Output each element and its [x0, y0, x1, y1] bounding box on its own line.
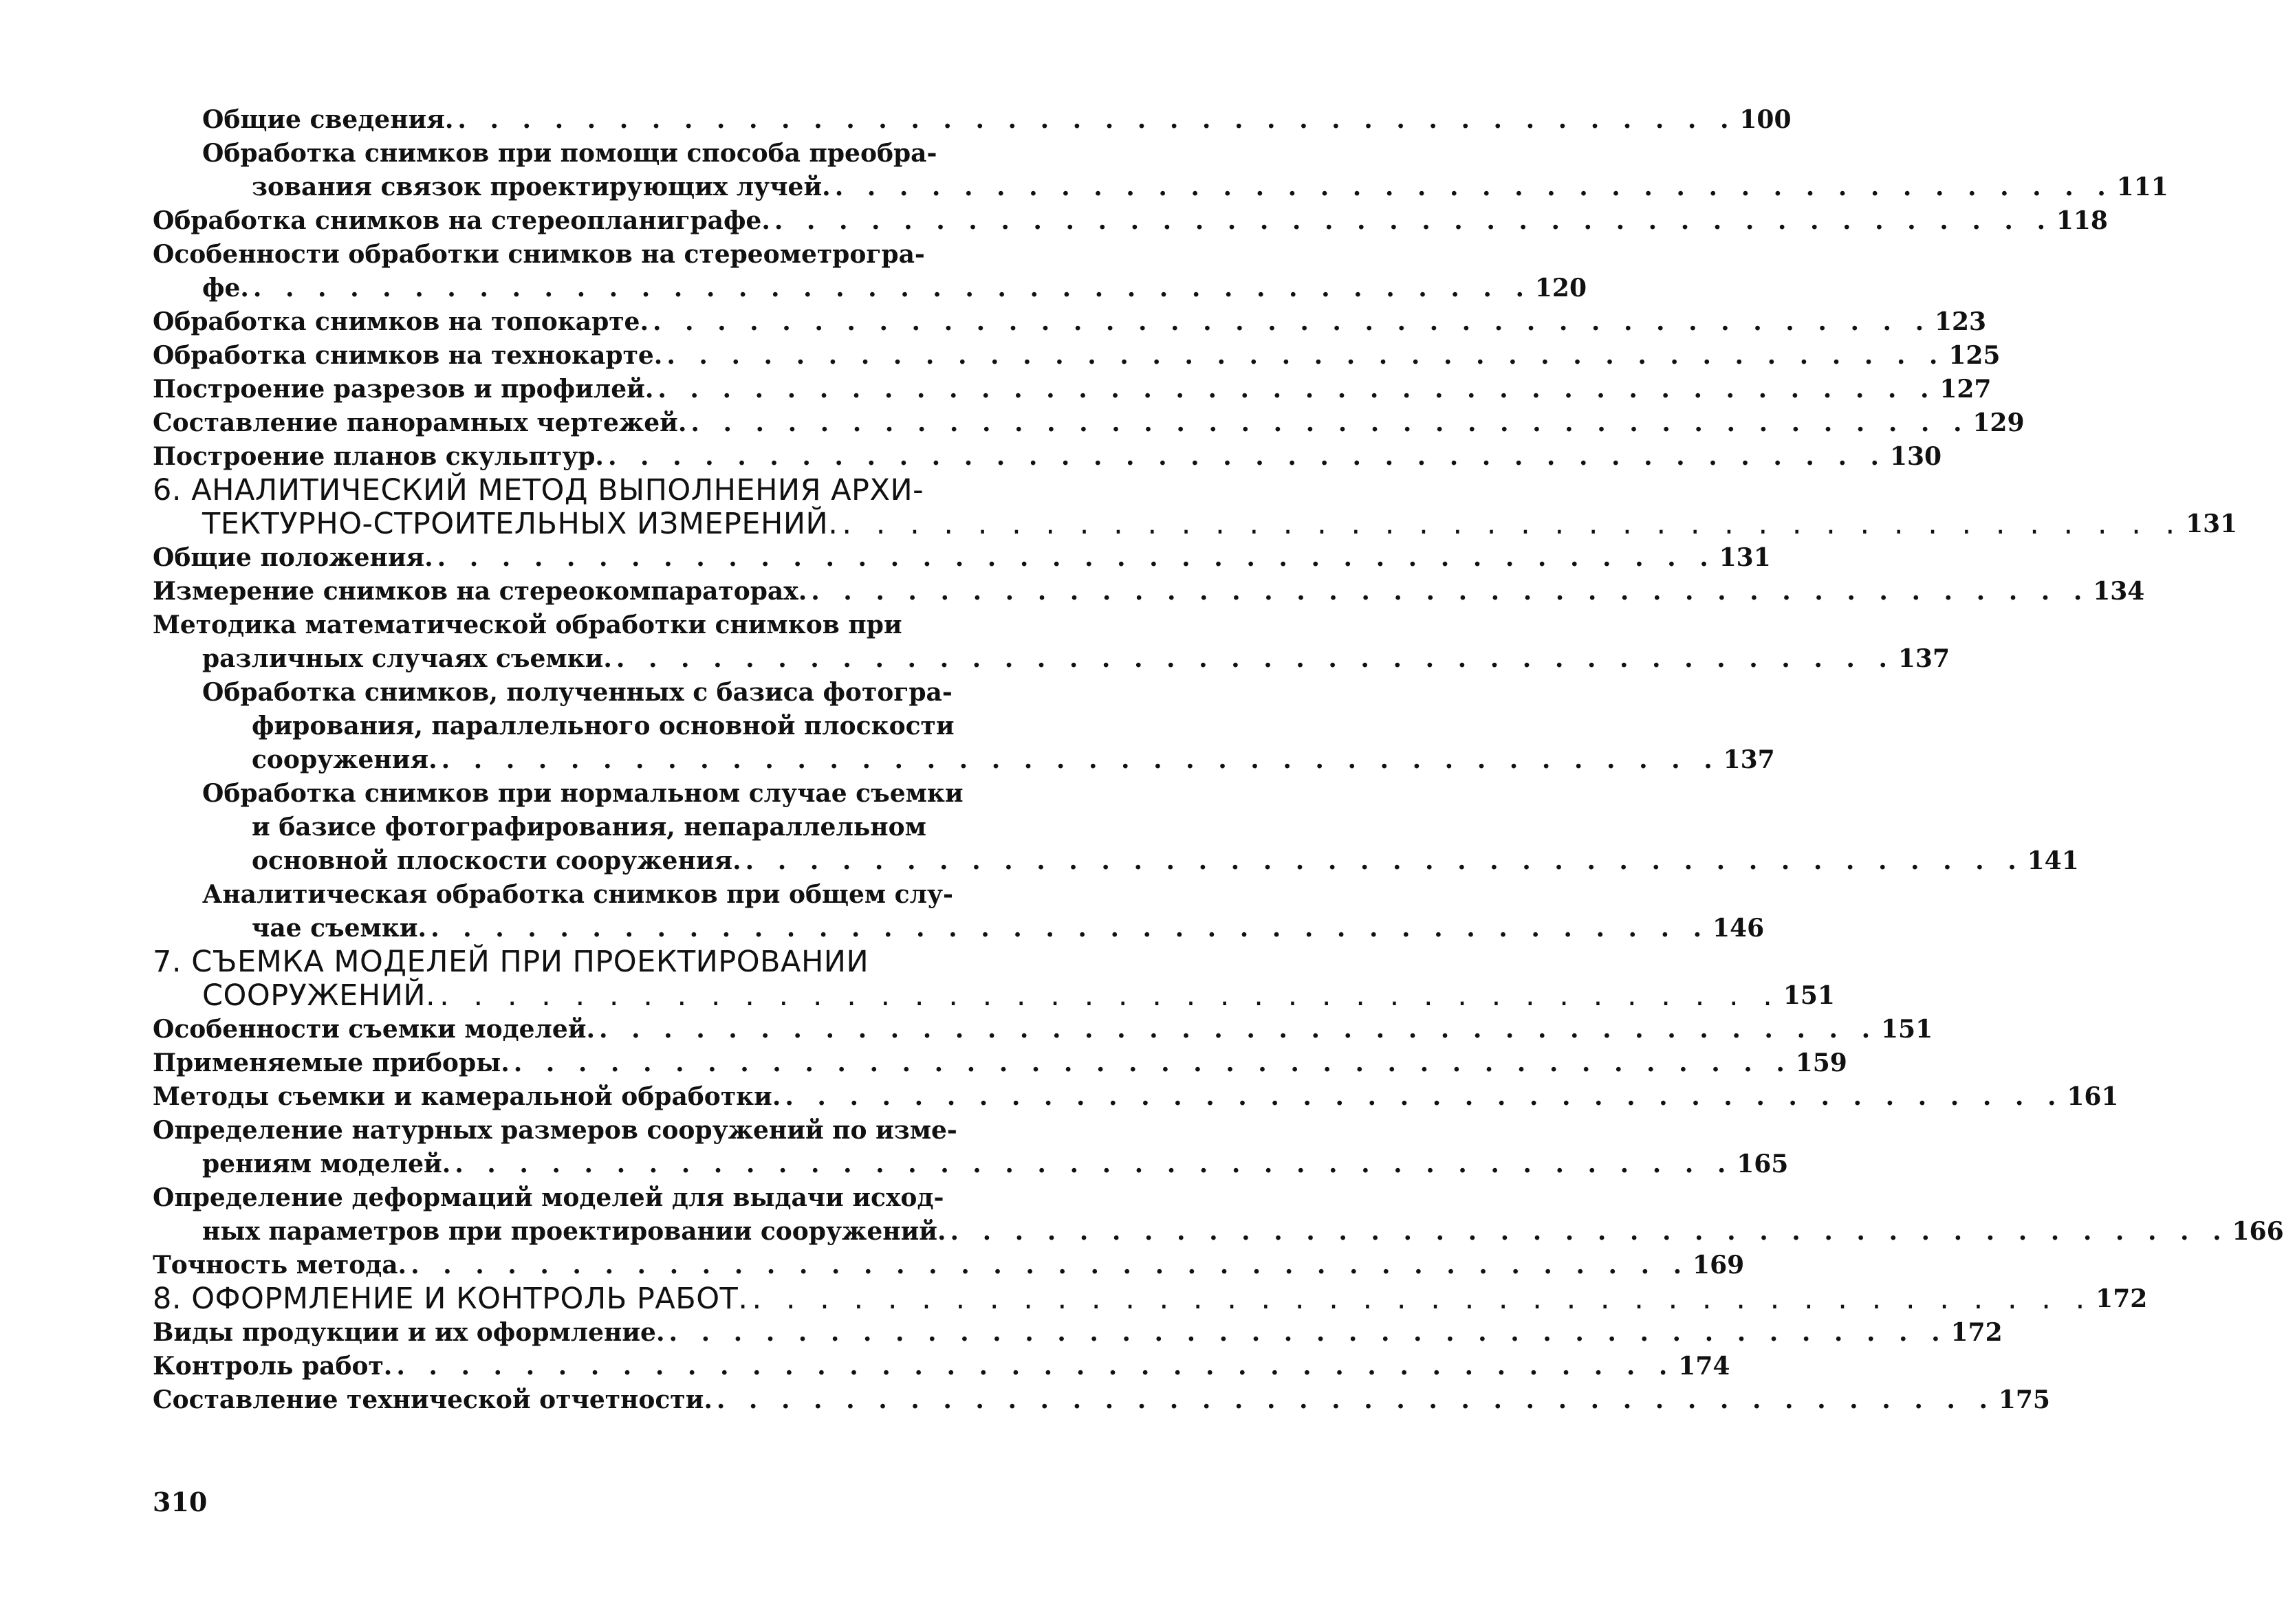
- toc-entry-line-text: Построение разрезов и профилей.: [153, 375, 654, 404]
- toc-entry: [153, 440, 1942, 474]
- toc-entry-line: [153, 103, 1737, 137]
- toc-entry-line: [153, 406, 1970, 440]
- toc-page-number: 134: [2093, 577, 2145, 606]
- toc-entry: [153, 373, 1992, 406]
- toc-entry-line-text: Измерение снимков на стереокомпараторах.: [153, 577, 807, 606]
- toc-entry: [153, 1114, 1789, 1181]
- toc-chapter-entry: [153, 473, 2238, 541]
- toc-entry-line: [153, 945, 1780, 979]
- toc-entry-title: [153, 777, 2024, 878]
- toc-entry-line: [153, 1316, 1948, 1350]
- toc-entry-line: [153, 979, 1780, 1013]
- toc-page-number: 131: [1719, 543, 1771, 572]
- toc-entry-line-text: Методы съемки и камеральной обработки.: [153, 1082, 781, 1111]
- dot-leader: . . . . . . . . . . . . . . . . . . . . . . . . . . . . . . . . . . . . . . . .: [745, 846, 2024, 875]
- toc-entry-title: [153, 204, 2053, 238]
- toc-entry-line-text: СООРУЖЕНИЙ.: [202, 978, 436, 1013]
- toc-entry-line: [153, 305, 1931, 339]
- toc-entry-line-text: фирования, параллельного основной плоскости: [252, 712, 955, 740]
- toc-entry-title: [153, 1249, 1689, 1282]
- toc-entry-line-text: фе.: [202, 274, 249, 303]
- toc-entry-title: [153, 440, 1886, 474]
- toc-entry-line-text: Обработка снимков на стереопланиграфе.: [153, 206, 770, 235]
- dot-leader: . . . . . . . . . . . . . . . . . . . . . . . . . . . . . . . . . . . . . . . .: [834, 173, 2113, 201]
- toc-entry-title: [153, 608, 1895, 676]
- toc-entry-line-text: ТЕКТУРНО-СТРОИТЕЛЬНЫХ ИЗМЕРЕНИЙ.: [202, 507, 838, 541]
- toc-entry-line: [153, 204, 2053, 238]
- toc-chapter-entry: [153, 945, 1835, 1013]
- toc-entry: [153, 777, 2079, 878]
- toc-page-number: 166: [2232, 1217, 2284, 1246]
- toc-entry-title: [153, 137, 2113, 204]
- toc-entry-line-text: Составление технической отчетности.: [153, 1385, 713, 1414]
- dot-leader: . . . . . . . . . . . . . . . . . . . . . . . . . . . . . . . . . . . . . . . .: [950, 1217, 2229, 1246]
- toc-page-number: 130: [1889, 442, 1942, 471]
- dot-leader: . . . . . . . . . . . . . . . . . . . . . . . . . . . . . . . . . . . . . . . .: [396, 1352, 1675, 1381]
- toc-page-number: 146: [1712, 914, 1765, 943]
- toc-entry-line: [153, 608, 1895, 642]
- toc-entry-title: [153, 878, 1709, 945]
- toc-entry: [153, 1249, 1745, 1282]
- toc-entry: [153, 541, 1771, 575]
- toc-page-number: 111: [2116, 173, 2168, 201]
- toc-entry: [153, 676, 1775, 777]
- dot-leader: . . . . . . . . . . . . . . . . . . . . . . . . . . . . . . . . . . . . . . . .: [252, 274, 1532, 303]
- toc-entry: [153, 1316, 2003, 1350]
- toc-entry-line: [153, 642, 1895, 676]
- toc-entry-line: [153, 1383, 1995, 1417]
- toc-entry-title: [153, 1316, 1948, 1350]
- toc-entry-line-text: Особенности обработки снимков на стереометрогра-: [153, 240, 925, 269]
- toc-entry-line-text: Определение натурных размеров сооружений по изме-: [153, 1116, 957, 1145]
- toc-entry-line-text: Общие сведения.: [202, 105, 454, 134]
- dot-leader: . . . . . . . . . . . . . . . . . . . . . . . . . . . . . . . . . . . . . . . .: [785, 1082, 2064, 1111]
- toc-page-number: 151: [1783, 981, 1835, 1010]
- toc-entry-line-text: Обработка снимков на технокарте.: [153, 341, 663, 370]
- dot-leader: . . . . . . . . . . . . . . . . . . . . . . . . . . . . . . . . . . . . . . . .: [457, 105, 1737, 134]
- toc-entry-line: [153, 1181, 2229, 1215]
- toc-entry: [153, 137, 2168, 204]
- toc-entry-line-text: 6. АНАЛИТИЧЕСКИЙ МЕТОД ВЫПОЛНЕНИЯ АРХИ-: [153, 473, 924, 507]
- toc-entry-line-text: Обработка снимков, полученных с базиса фотогра-: [202, 678, 953, 707]
- toc-entry-line: [153, 575, 2089, 608]
- toc-page-number: 141: [2027, 846, 2079, 875]
- toc-page-number: 151: [1881, 1015, 1933, 1044]
- toc-entry-title: [153, 1350, 1675, 1383]
- toc-page-number: 175: [1998, 1385, 2050, 1414]
- toc-entry: [153, 575, 2145, 608]
- toc-entry-line-text: Методика математической обработки снимков при: [153, 611, 902, 639]
- toc-entry-line-text: Особенности съемки моделей.: [153, 1015, 596, 1044]
- toc-entry: [153, 1383, 2050, 1417]
- toc-entry-line-text: Обработка снимков при помощи способа преобра-: [202, 139, 937, 168]
- toc-entry-line-text: основной плоскости сооружения.: [252, 846, 741, 875]
- toc-entry-line-text: Обработка снимков при нормальном случае съемки: [202, 779, 964, 808]
- toc-entry-line-text: рениям моделей.: [202, 1150, 451, 1178]
- toc-entry-line-text: Общие положения.: [153, 543, 433, 572]
- toc-entry-line: [153, 1148, 1733, 1181]
- dot-leader: . . . . . . . . . . . . . . . . . . . . . . . . . . . . . . . . . . . . . . . .: [652, 307, 1932, 336]
- toc-entry-line-text: чае съемки.: [252, 914, 427, 943]
- toc-entry-line-text: Определение деформаций моделей для выдачи исход-: [153, 1183, 944, 1212]
- toc-entry: [153, 238, 1587, 305]
- toc-page-number: 127: [1939, 375, 1992, 404]
- dot-leader: . . . . . . . . . . . . . . . . . . . . . . . . . . . . . . . . . . . . . . . .: [431, 914, 1710, 943]
- toc-entry-title: [153, 1383, 1995, 1417]
- dot-leader: . . . . . . . . . . . . . . . . . . . . . . . . . . . . . . . . . . . . . . . .: [411, 1251, 1690, 1280]
- toc-entry-title: [153, 1013, 1878, 1046]
- dot-leader: . . . . . . . . . . . . . . . . . . . . . . . . . . . . . . . . . . . . . . . .: [513, 1049, 1792, 1077]
- toc-entry-line: [153, 844, 2024, 878]
- toc-entry-line: [153, 238, 1532, 272]
- dot-leader: . . . . . . . . . . . . . . . . . . . . . . . . . . . . . . . . . . . . . . . .: [716, 1385, 1995, 1414]
- toc-entry: [153, 1350, 1730, 1383]
- dot-leader: . . . . . . . . . . . . . . . . . . . . . . . . . . . . . . . . . . . . . . . .: [616, 644, 1895, 673]
- toc-page-number: 129: [1972, 408, 2025, 437]
- toc-page-number: 120: [1534, 274, 1587, 303]
- toc-entry-line-text: различных случаях съемки.: [202, 644, 612, 673]
- toc-entry-line: [153, 811, 2024, 844]
- dot-leader: . . . . . . . . . . . . . . . . . . . . . . . . . . . . . . . . . . . . . . . .: [842, 507, 2183, 541]
- dot-leader: . . . . . . . . . . . . . . . . . . . . . . . . . . . . . . . . . . . . . . . .: [666, 341, 1946, 370]
- toc-page-number: 137: [1897, 644, 1950, 673]
- toc-entry-line: [153, 137, 2113, 171]
- toc-entry-line-text: Аналитическая обработка снимков при общем слу-: [202, 880, 953, 909]
- toc-entry: [153, 608, 1950, 676]
- dot-leader: . . . . . . . . . . . . . . . . . . . . . . . . . . . . . . . . . . . . . . . .: [441, 745, 1720, 774]
- toc-entry-line-text: сооружения.: [252, 745, 437, 774]
- toc-page-number: 100: [1739, 105, 1792, 134]
- toc-entry-line-text: 7. СЪЕМКА МОДЕЛЕЙ ПРИ ПРОЕКТИРОВАНИИ: [153, 945, 869, 979]
- toc-entry-line: [153, 1114, 1733, 1148]
- toc-entry-title: [153, 406, 1970, 440]
- toc-entry-title: [153, 541, 1716, 575]
- toc-page-number: 172: [2096, 1284, 2148, 1313]
- dot-leader: . . . . . . . . . . . . . . . . . . . . . . . . . . . . . . . . . . . . . . . .: [668, 1318, 1948, 1347]
- dot-leader: . . . . . . . . . . . . . . . . . . . . . . . . . . . . . . . . . . . . . . . .: [657, 375, 1937, 404]
- toc-entry-line: [153, 272, 1532, 305]
- toc-entry-line: [153, 743, 1720, 777]
- toc-page-number: 174: [1678, 1352, 1730, 1381]
- toc-entry-line: [153, 171, 2113, 204]
- toc-entry-title: [153, 1181, 2229, 1249]
- toc-entry-line: [153, 507, 2182, 541]
- toc-entry-line-text: ных параметров при проектировании сооружений.: [202, 1217, 946, 1246]
- toc-entry-line: [153, 339, 1945, 373]
- toc-page-number: 125: [1948, 341, 2001, 370]
- toc-entry-title: [153, 474, 2182, 541]
- toc-entry-line: [153, 474, 2182, 507]
- toc-entry-title: [153, 305, 1931, 339]
- toc-entry-line: [153, 777, 2024, 811]
- toc-entry-line-text: Виды продукции и их оформление.: [153, 1318, 665, 1347]
- toc-entry-line: [153, 912, 1709, 945]
- toc-entry-title: [153, 238, 1532, 305]
- toc-entry-title: [153, 339, 1945, 373]
- toc-entry-line: [153, 1013, 1878, 1046]
- toc-entry: [153, 406, 2025, 440]
- toc-entry-line: [153, 1350, 1675, 1383]
- toc-entry-line: [153, 1282, 2092, 1316]
- table-of-contents: [153, 103, 2284, 1417]
- toc-page-number: 137: [1723, 745, 1775, 774]
- toc-entry-title: [153, 373, 1936, 406]
- toc-entry: [153, 103, 1792, 137]
- toc-entry-line-text: Применяемые приборы.: [153, 1049, 510, 1077]
- toc-entry: [153, 204, 2108, 238]
- toc-page-number: 169: [1693, 1251, 1745, 1280]
- toc-entry-line: [153, 1249, 1689, 1282]
- toc-entry-title: [153, 1114, 1733, 1181]
- dot-leader: . . . . . . . . . . . . . . . . . . . . . . . . . . . . . . . . . . . . . . . .: [439, 978, 1780, 1013]
- page-number: 310: [153, 1486, 208, 1517]
- toc-entry-line-text: и базисе фотографирования, непараллельном: [252, 813, 926, 842]
- toc-entry-title: [153, 1046, 1792, 1080]
- toc-entry-line: [153, 710, 1720, 743]
- toc-entry-line: [153, 878, 1709, 912]
- toc-page-number: 172: [1950, 1318, 2003, 1347]
- dot-leader: . . . . . . . . . . . . . . . . . . . . . . . . . . . . . . . . . . . . . . . .: [437, 543, 1716, 572]
- toc-entry: [153, 1080, 2119, 1114]
- dot-leader: . . . . . . . . . . . . . . . . . . . . . . . . . . . . . . . . . . . . . . . .: [690, 408, 1970, 437]
- toc-entry-line: [153, 541, 1716, 575]
- toc-page-number: 159: [1795, 1049, 1847, 1077]
- dot-leader: . . . . . . . . . . . . . . . . . . . . . . . . . . . . . . . . . . . . . . . .: [774, 206, 2053, 235]
- toc-entry: [153, 878, 1765, 945]
- toc-entry: [153, 1046, 1847, 1080]
- toc-entry: [153, 1013, 1933, 1046]
- toc-entry-line-text: Построение планов скульптур.: [153, 442, 604, 471]
- toc-entry-line: [153, 1046, 1792, 1080]
- dot-leader: . . . . . . . . . . . . . . . . . . . . . . . . . . . . . . . . . . . . . . . .: [811, 577, 2090, 606]
- dot-leader: . . . . . . . . . . . . . . . . . . . . . . . . . . . . . . . . . . . . . . . .: [455, 1150, 1734, 1178]
- toc-chapter-entry: [153, 1282, 2148, 1316]
- toc-entry-line-text: Обработка снимков на топокарте.: [153, 307, 649, 336]
- toc-entry-line-text: Контроль работ.: [153, 1352, 393, 1381]
- toc-page-number: 118: [2056, 206, 2108, 235]
- toc-entry-line-text: 8. ОФОРМЛЕНИЕ И КОНТРОЛЬ РАБОТ.: [153, 1282, 748, 1316]
- toc-entry: [153, 339, 2001, 373]
- toc-entry-line: [153, 1215, 2229, 1249]
- dot-leader: . . . . . . . . . . . . . . . . . . . . . . . . . . . . . . . . . . . . . . . .: [752, 1282, 2093, 1316]
- toc-entry-line-text: зования связок проектирующих лучей.: [252, 173, 831, 201]
- toc-entry-line: [153, 676, 1720, 710]
- toc-page-number: 165: [1737, 1150, 1789, 1178]
- toc-entry-line: [153, 373, 1936, 406]
- toc-entry-title: [153, 945, 1780, 1013]
- toc-entry-title: [153, 676, 1720, 777]
- dot-leader: . . . . . . . . . . . . . . . . . . . . . . . . . . . . . . . . . . . . . . . .: [599, 1015, 1878, 1044]
- toc-entry-line: [153, 440, 1886, 474]
- toc-entry-line: [153, 1080, 2063, 1114]
- toc-entry: [153, 1181, 2284, 1249]
- toc-entry-title: [153, 575, 2089, 608]
- toc-entry-line-text: Точность метода.: [153, 1251, 407, 1280]
- toc-page-number: 131: [2186, 509, 2238, 538]
- toc-entry-title: [153, 1282, 2092, 1316]
- toc-entry-title: [153, 1080, 2063, 1114]
- toc-page-number: 123: [1934, 307, 1987, 336]
- toc-entry-title: [153, 103, 1737, 137]
- toc-entry: [153, 305, 1987, 339]
- toc-page-number: 161: [2067, 1082, 2119, 1111]
- dot-leader: . . . . . . . . . . . . . . . . . . . . . . . . . . . . . . . . . . . . . . . .: [607, 442, 1887, 471]
- toc-entry-line-text: Составление панорамных чертежей.: [153, 408, 687, 437]
